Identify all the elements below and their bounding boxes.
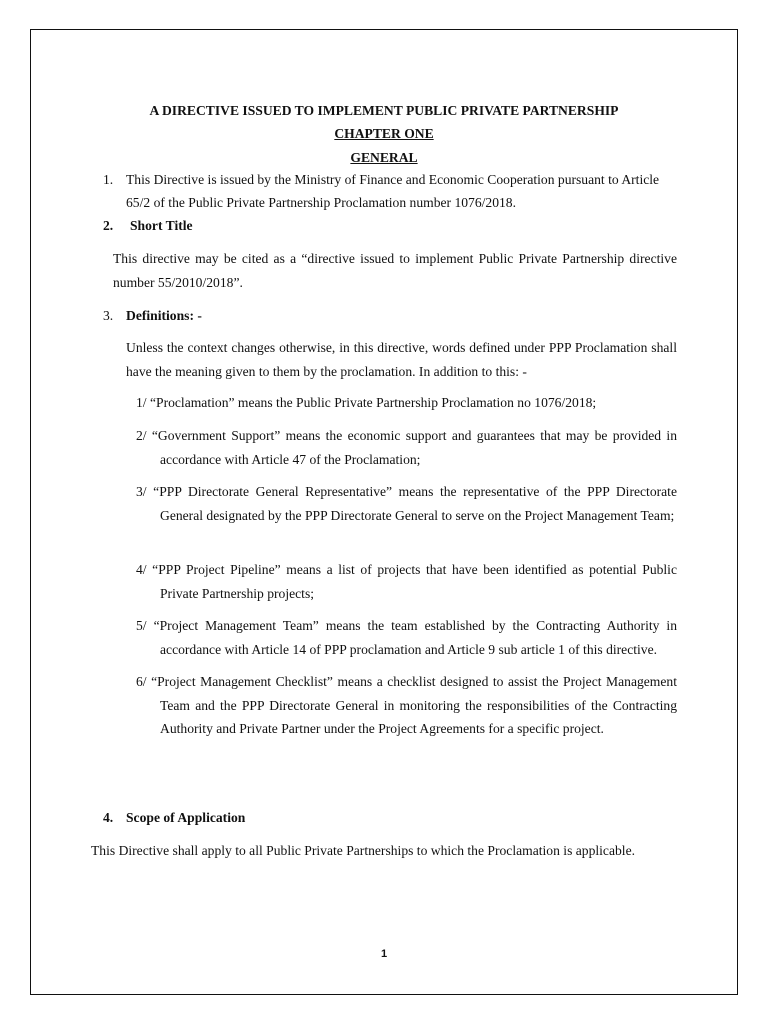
definition-3: 3/ “PPP Directorate General Representative” means the representative of the PPP Directorate General designated by the PPP Directorate General to serve on the Project Management Team; bbox=[136, 484, 677, 523]
section-2-text: This directive may be cited as a “directive issued to implement Public Private Partnership directive number 55/2010/2018”. bbox=[113, 251, 677, 290]
definition-5: 5/ “Project Management Team” means the team established by the Contracting Authority in accordance with Article 14 of PPP proclamation and Article 9 sub article 1 of this directive. bbox=[136, 618, 677, 657]
definitions-intro: Unless the context changes otherwise, in this directive, words defined under PPP Proclamation shall have the meaning given to them by the proclamation. In addition to this: - bbox=[126, 340, 677, 379]
section-4-number: 4. bbox=[103, 810, 114, 825]
section-3-number: 3. bbox=[103, 308, 114, 323]
definition-6: 6/ “Project Management Checklist” means a checklist designed to assist the Project Management Team and the PPP Directorate General in monitoring the responsibilities of the Contracting Authority and Private Partner under the Project Agreements for a specific project. bbox=[136, 674, 677, 736]
chapter-heading bbox=[0, 122, 768, 145]
section-2-heading: Short Title bbox=[130, 218, 193, 233]
section-1-line-1: This Directive is issued by the Ministry of Finance and Economic Cooperation pursuant to Article bbox=[126, 172, 660, 187]
section-2-number: 2. bbox=[103, 218, 114, 233]
definition-4: 4/ “PPP Project Pipeline” means a list of projects that have been identified as potential Public Private Partnership projects; bbox=[136, 562, 677, 601]
chapter-heading-text: CHAPTER ONE bbox=[334, 126, 434, 141]
definition-1: 1/ “Proclamation” means the Public Private Partnership Proclamation no 1076/2018; bbox=[136, 395, 597, 410]
general-heading-text: GENERAL bbox=[350, 150, 418, 165]
general-heading bbox=[0, 146, 768, 169]
section-1-line-2: 65/2 of the Public Private Partnership Proclamation number 1076/2018. bbox=[126, 195, 517, 210]
section-4-text: This Directive shall apply to all Public Private Partnerships to which the Proclamation is applicable. bbox=[91, 843, 636, 858]
page-number: 1 bbox=[380, 948, 388, 960]
section-3-heading: Definitions: - bbox=[126, 308, 202, 323]
section-1-number: 1. bbox=[103, 172, 114, 187]
definition-2: 2/ “Government Support” means the economic support and guarantees that may be provided in accordance with Article 47 of the Proclamation; bbox=[136, 428, 677, 467]
section-4-heading: Scope of Application bbox=[126, 810, 246, 825]
document-title: A DIRECTIVE ISSUED TO IMPLEMENT PUBLIC PRIVATE PARTNERSHIP bbox=[149, 103, 619, 118]
